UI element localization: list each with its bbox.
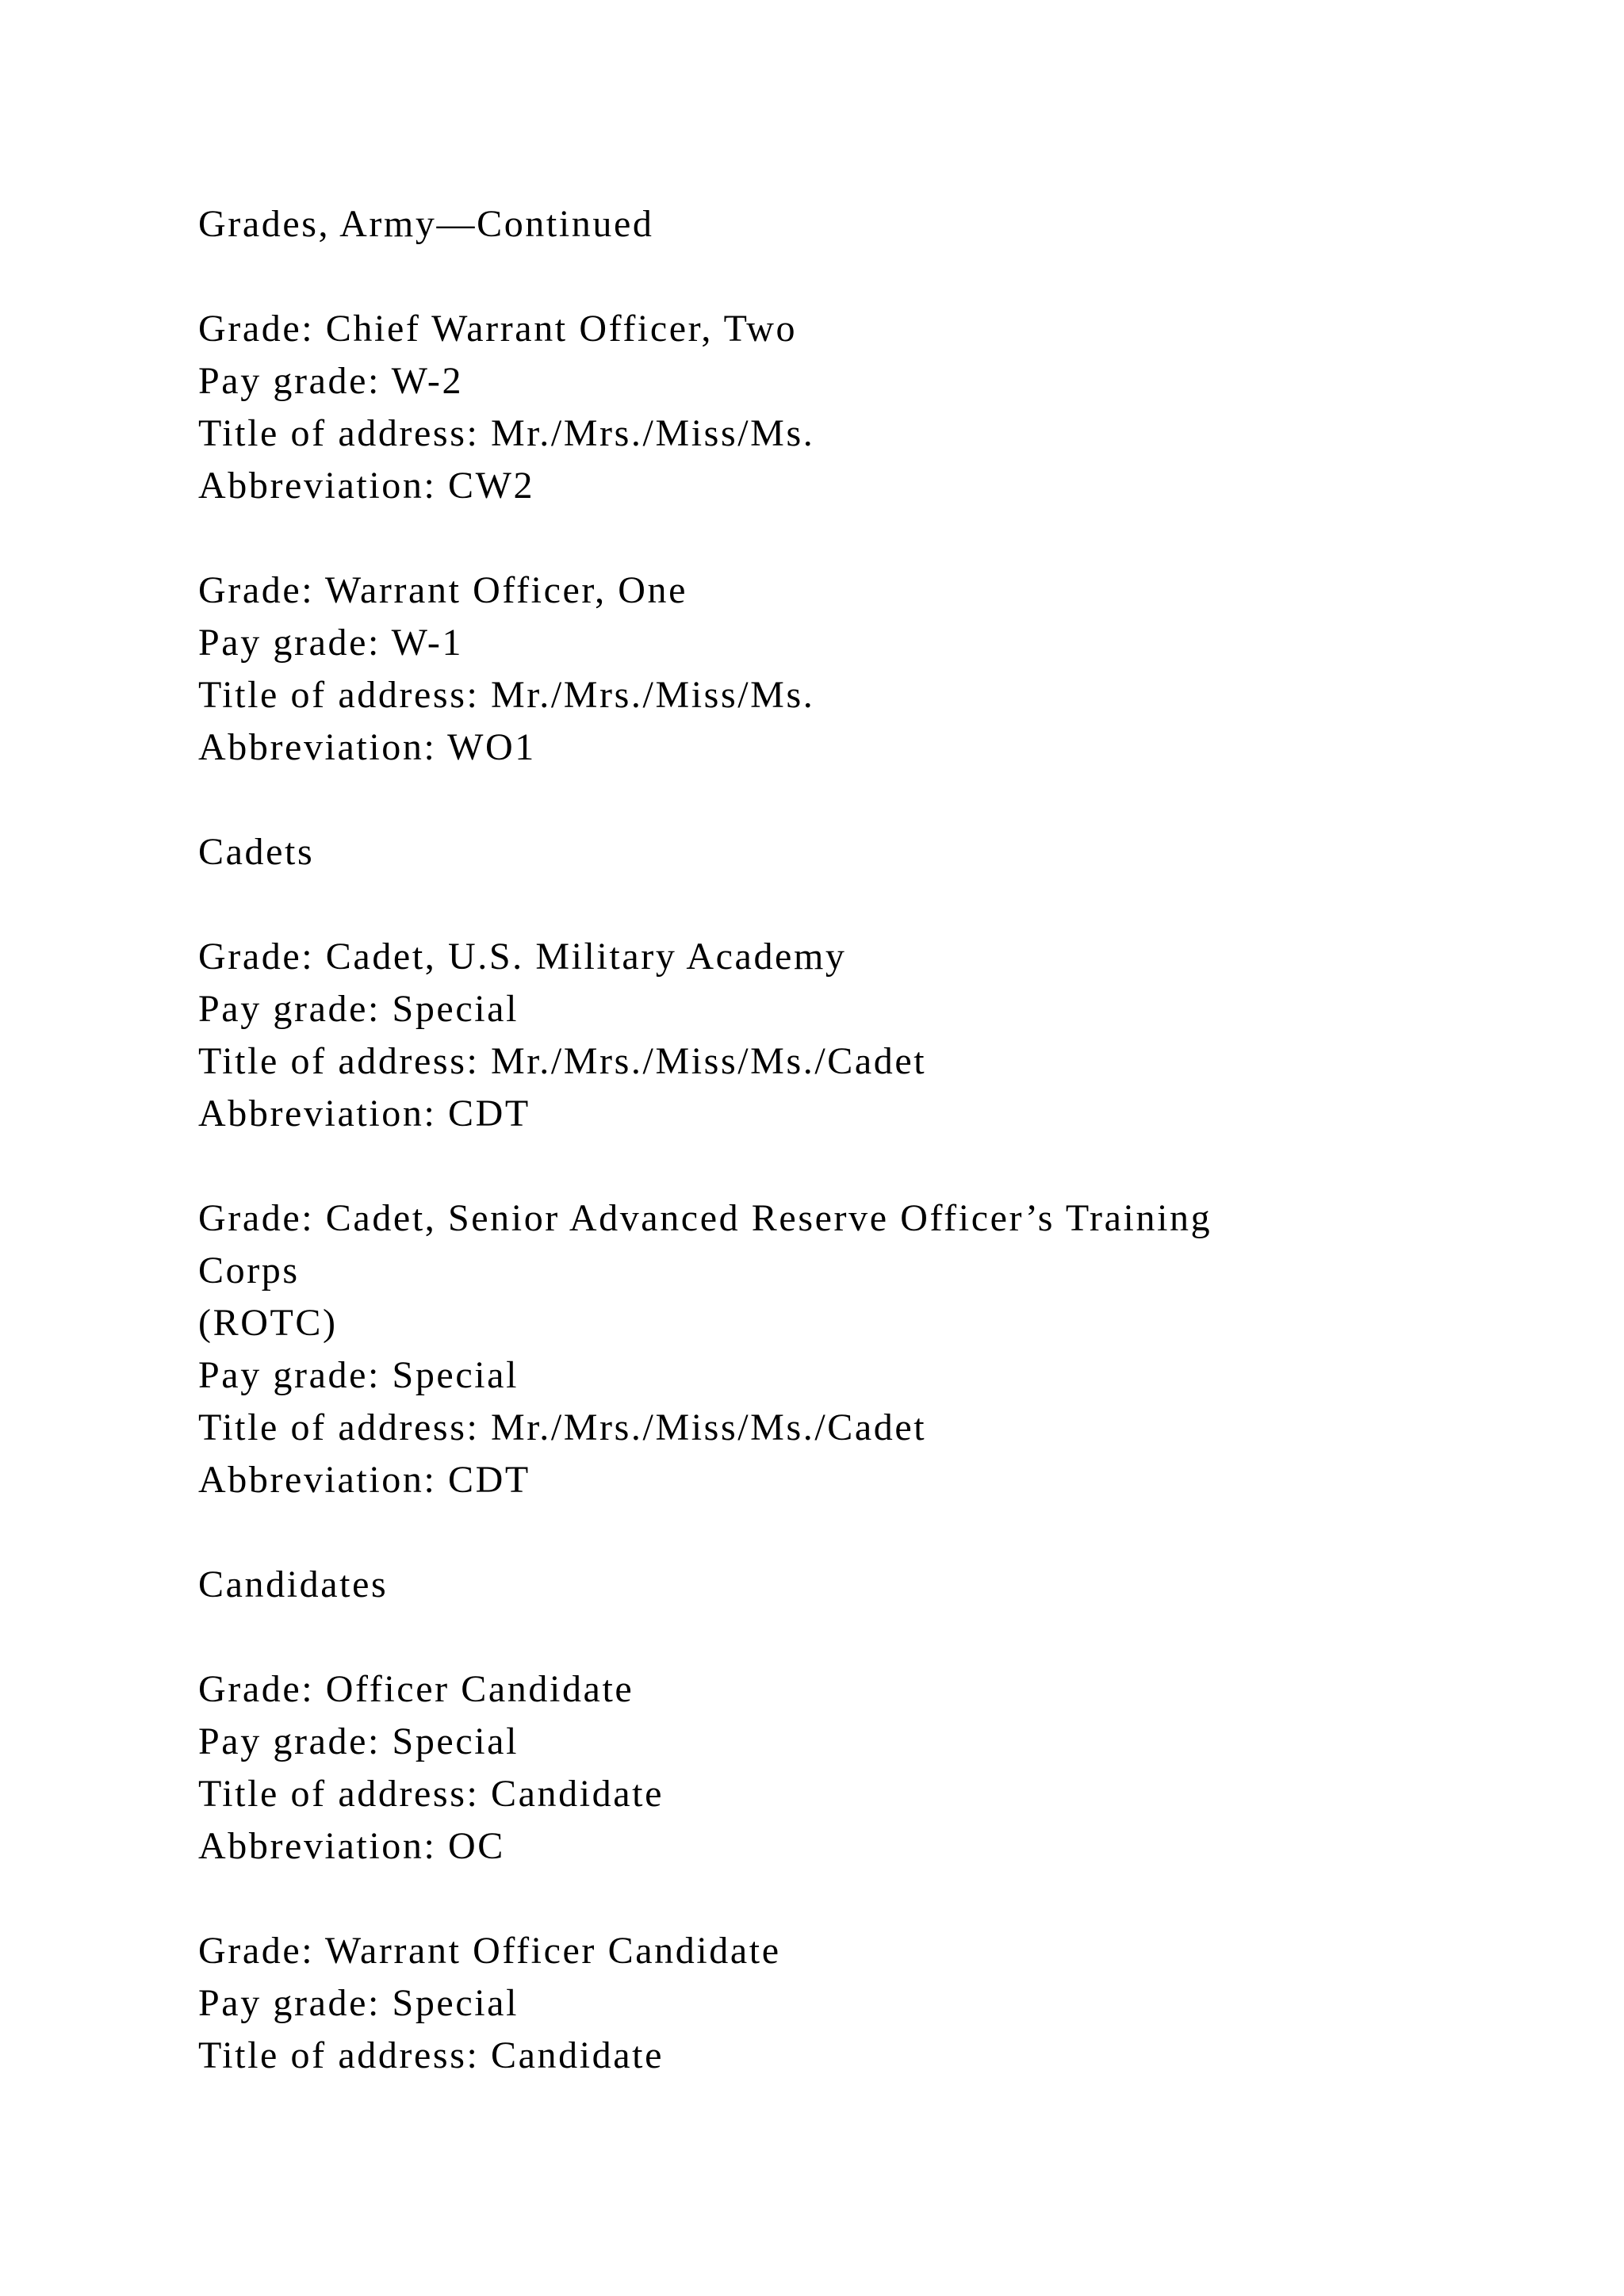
entry-line: Grade: Officer Candidate — [198, 1668, 634, 1710]
grade-entry — [198, 1663, 1435, 1873]
entry-line: Pay grade: Special — [198, 988, 519, 1030]
entry-line: Abbreviation: CW2 — [198, 465, 535, 507]
paragraph-gap — [198, 251, 1435, 303]
entry-line: Abbreviation: CDT — [198, 1459, 530, 1501]
heading-text: Candidates — [198, 1563, 389, 1605]
heading-text: Grades, Army—Continued — [198, 203, 654, 245]
section-heading — [198, 1559, 1435, 1611]
grade-entry — [198, 931, 1435, 1140]
grade-entry — [198, 1925, 1435, 2082]
entry-line: Title of address: Candidate — [198, 2034, 665, 2076]
entry-line: Abbreviation: WO1 — [198, 726, 536, 768]
entry-line: Grade: Cadet, U.S. Military Academy — [198, 936, 847, 978]
section-heading — [198, 826, 1435, 878]
paragraph-gap — [198, 1611, 1435, 1663]
entry-line: Pay grade: Special — [198, 1720, 519, 1762]
entry-line: Pay grade: Special — [198, 1982, 519, 2024]
paragraph-gap — [198, 774, 1435, 826]
entry-line: Grade: Warrant Officer Candidate — [198, 1930, 781, 1972]
entry-line: (ROTC) — [198, 1302, 338, 1344]
entry-line: Grade: Warrant Officer, One — [198, 569, 688, 611]
heading-text: Cadets — [198, 831, 315, 873]
entry-line: Pay grade: W-1 — [198, 622, 464, 664]
document-page — [198, 198, 1435, 2082]
entry-line: Abbreviation: OC — [198, 1825, 505, 1867]
entry-line: Grade: Cadet, Senior Advanced Reserve Officer’s Training — [198, 1197, 1212, 1239]
entry-line: Corps — [198, 1249, 300, 1292]
entry-line: Title of address: Mr./Mrs./Miss/Ms./Cadet — [198, 1040, 927, 1082]
paragraph-gap — [198, 1140, 1435, 1192]
entry-line: Title of address: Mr./Mrs./Miss/Ms./Cadet — [198, 1406, 927, 1448]
section-heading — [198, 198, 1435, 251]
entry-line: Pay grade: Special — [198, 1354, 519, 1396]
entry-line: Grade: Chief Warrant Officer, Two — [198, 308, 798, 350]
entry-line: Title of address: Mr./Mrs./Miss/Ms. — [198, 674, 815, 716]
grade-entry — [198, 1192, 1435, 1506]
entry-line: Abbreviation: CDT — [198, 1093, 530, 1135]
entry-line: Pay grade: W-2 — [198, 360, 464, 402]
paragraph-gap — [198, 1506, 1435, 1559]
grade-entry — [198, 303, 1435, 512]
entry-line: Title of address: Candidate — [198, 1773, 665, 1815]
entry-line: Title of address: Mr./Mrs./Miss/Ms. — [198, 412, 815, 454]
grade-entry — [198, 564, 1435, 774]
paragraph-gap — [198, 512, 1435, 564]
paragraph-gap — [198, 878, 1435, 931]
paragraph-gap — [198, 1873, 1435, 1925]
